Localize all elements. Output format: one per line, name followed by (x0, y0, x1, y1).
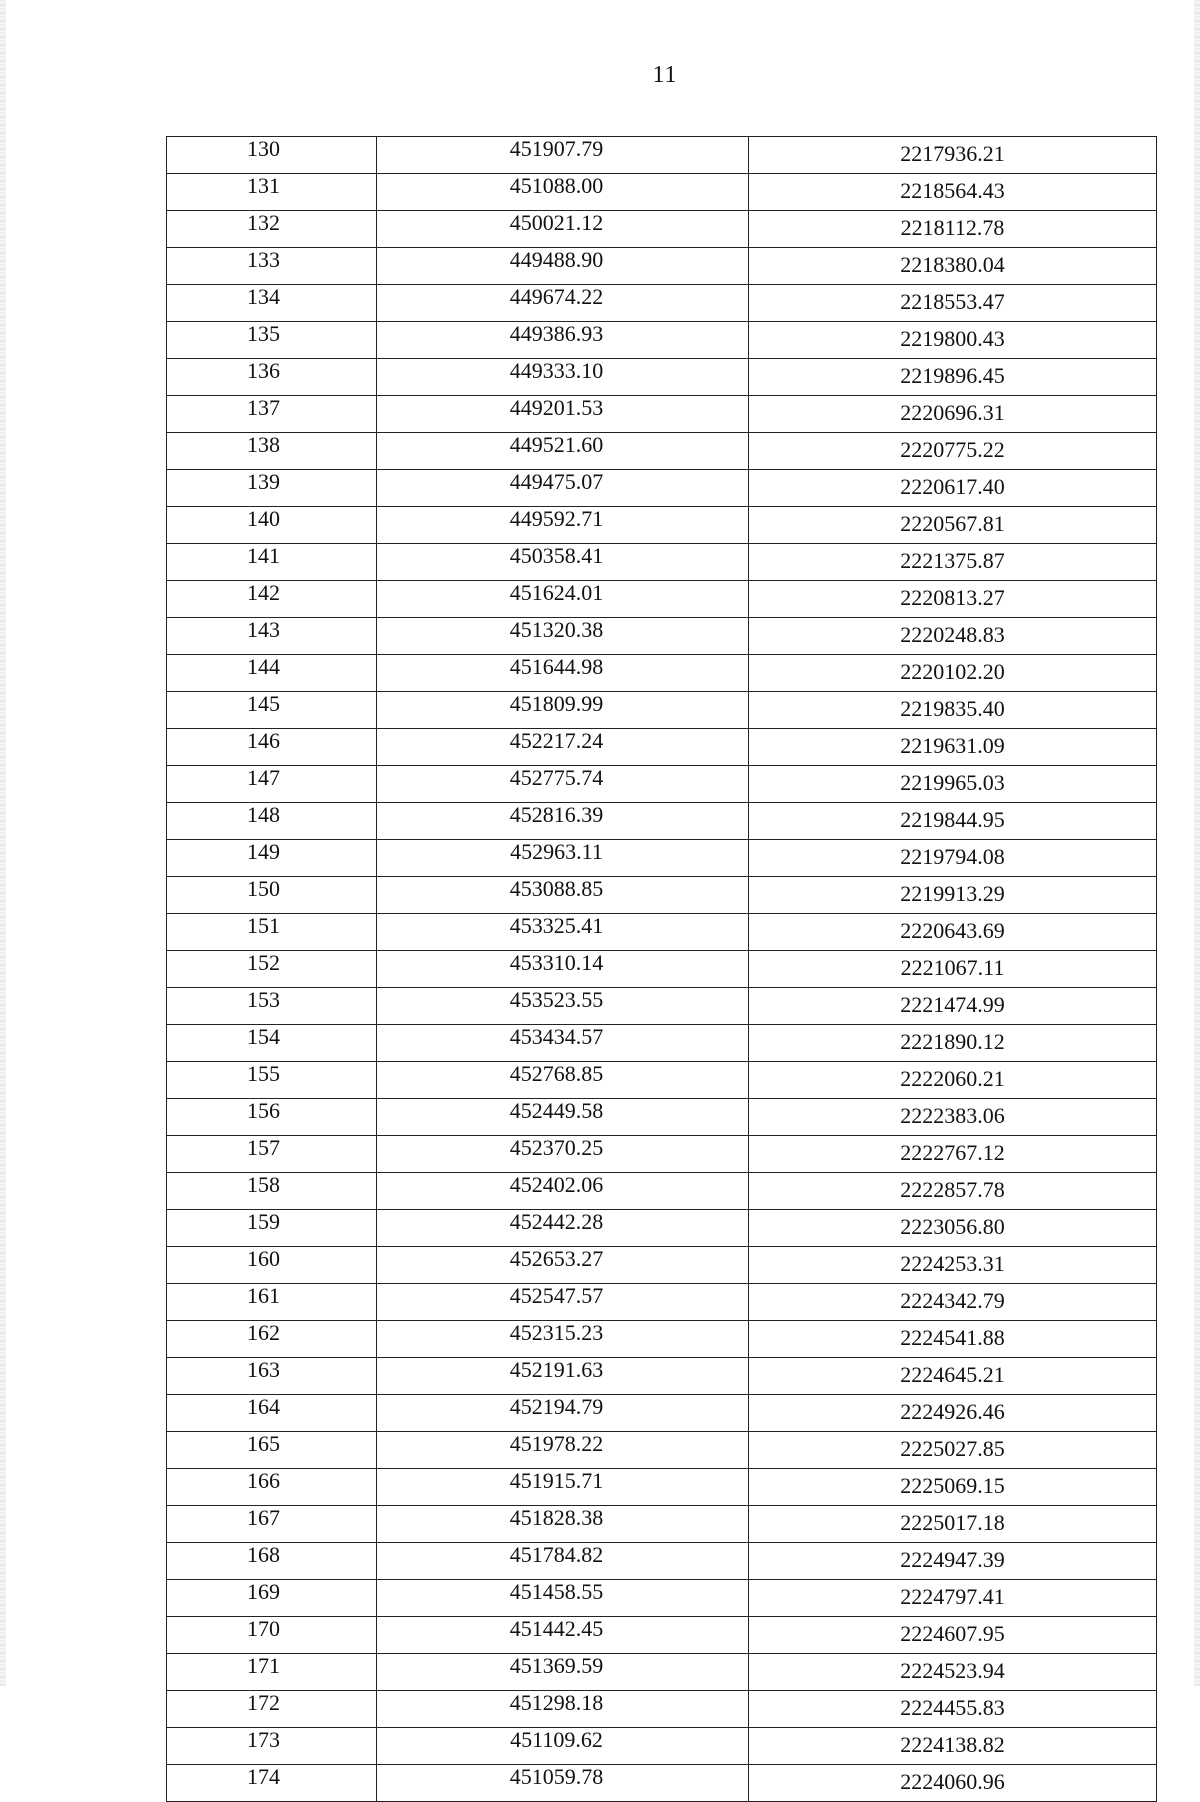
y-coordinate-cell: 2222383.06 (749, 1099, 1157, 1136)
y-coordinate-cell: 2220813.27 (749, 581, 1157, 618)
table-row (167, 951, 1157, 988)
y-coordinate-cell: 2224455.83 (749, 1691, 1157, 1728)
point-number-cell: 163 (167, 1358, 377, 1395)
table-row (167, 1506, 1157, 1543)
table-row (167, 1321, 1157, 1358)
x-coordinate-cell: 452191.63 (377, 1358, 749, 1395)
point-number-cell: 158 (167, 1173, 377, 1210)
point-number-cell: 156 (167, 1099, 377, 1136)
point-number-cell: 162 (167, 1321, 377, 1358)
x-coordinate-cell: 449592.71 (377, 507, 749, 544)
table-row (167, 914, 1157, 951)
y-coordinate-cell: 2218112.78 (749, 211, 1157, 248)
table-row (167, 248, 1157, 285)
page-number: 11 (652, 62, 678, 88)
x-coordinate-cell: 451298.18 (377, 1691, 749, 1728)
x-coordinate-cell: 449386.93 (377, 322, 749, 359)
point-number-cell: 150 (167, 877, 377, 914)
y-coordinate-cell: 2219913.29 (749, 877, 1157, 914)
table-row (167, 211, 1157, 248)
point-number-cell: 154 (167, 1025, 377, 1062)
point-number-cell: 151 (167, 914, 377, 951)
point-number-cell: 148 (167, 803, 377, 840)
x-coordinate-cell: 453088.85 (377, 877, 749, 914)
point-number-cell: 155 (167, 1062, 377, 1099)
point-number-cell: 171 (167, 1654, 377, 1691)
point-number-cell: 134 (167, 285, 377, 322)
table-row (167, 1617, 1157, 1654)
point-number-cell: 159 (167, 1210, 377, 1247)
x-coordinate-cell: 452449.58 (377, 1099, 749, 1136)
y-coordinate-cell: 2224797.41 (749, 1580, 1157, 1617)
x-coordinate-cell: 449674.22 (377, 285, 749, 322)
x-coordinate-cell: 452370.25 (377, 1136, 749, 1173)
point-number-cell: 149 (167, 840, 377, 877)
table-row (167, 1247, 1157, 1284)
x-coordinate-cell: 451369.59 (377, 1654, 749, 1691)
y-coordinate-cell: 2219844.95 (749, 803, 1157, 840)
table-row (167, 1099, 1157, 1136)
y-coordinate-cell: 2224607.95 (749, 1617, 1157, 1654)
y-coordinate-cell: 2219896.45 (749, 359, 1157, 396)
point-number-cell: 138 (167, 433, 377, 470)
y-coordinate-cell: 2224060.96 (749, 1765, 1157, 1802)
x-coordinate-cell: 453325.41 (377, 914, 749, 951)
table-row (167, 729, 1157, 766)
x-coordinate-cell: 452194.79 (377, 1395, 749, 1432)
table-row (167, 988, 1157, 1025)
point-number-cell: 168 (167, 1543, 377, 1580)
x-coordinate-cell: 451809.99 (377, 692, 749, 729)
y-coordinate-cell: 2220775.22 (749, 433, 1157, 470)
table-row (167, 507, 1157, 544)
y-coordinate-cell: 2221474.99 (749, 988, 1157, 1025)
x-coordinate-cell: 452963.11 (377, 840, 749, 877)
table-row (167, 1580, 1157, 1617)
x-coordinate-cell: 452547.57 (377, 1284, 749, 1321)
coordinate-table (166, 136, 1157, 1802)
table-row (167, 1728, 1157, 1765)
table-row (167, 1062, 1157, 1099)
y-coordinate-cell: 2222767.12 (749, 1136, 1157, 1173)
x-coordinate-cell: 452442.28 (377, 1210, 749, 1247)
point-number-cell: 140 (167, 507, 377, 544)
table-row (167, 1173, 1157, 1210)
y-coordinate-cell: 2224541.88 (749, 1321, 1157, 1358)
x-coordinate-cell: 452653.27 (377, 1247, 749, 1284)
x-coordinate-cell: 451644.98 (377, 655, 749, 692)
y-coordinate-cell: 2224342.79 (749, 1284, 1157, 1321)
table-row (167, 322, 1157, 359)
point-number-cell: 152 (167, 951, 377, 988)
x-coordinate-cell: 452217.24 (377, 729, 749, 766)
x-coordinate-cell: 451784.82 (377, 1543, 749, 1580)
point-number-cell: 147 (167, 766, 377, 803)
scan-edge-left (0, 0, 6, 1686)
x-coordinate-cell: 450021.12 (377, 211, 749, 248)
point-number-cell: 130 (167, 137, 377, 174)
point-number-cell: 131 (167, 174, 377, 211)
y-coordinate-cell: 2219631.09 (749, 729, 1157, 766)
table-row (167, 877, 1157, 914)
x-coordinate-cell: 451624.01 (377, 581, 749, 618)
point-number-cell: 165 (167, 1432, 377, 1469)
y-coordinate-cell: 2219794.08 (749, 840, 1157, 877)
y-coordinate-cell: 2220643.69 (749, 914, 1157, 951)
point-number-cell: 167 (167, 1506, 377, 1543)
y-coordinate-cell: 2219965.03 (749, 766, 1157, 803)
x-coordinate-cell: 451458.55 (377, 1580, 749, 1617)
y-coordinate-cell: 2220567.81 (749, 507, 1157, 544)
point-number-cell: 169 (167, 1580, 377, 1617)
table-row (167, 1025, 1157, 1062)
table-row (167, 1654, 1157, 1691)
y-coordinate-cell: 2221067.11 (749, 951, 1157, 988)
table-row (167, 544, 1157, 581)
y-coordinate-cell: 2219800.43 (749, 322, 1157, 359)
x-coordinate-cell: 452775.74 (377, 766, 749, 803)
x-coordinate-cell: 451907.79 (377, 137, 749, 174)
x-coordinate-cell: 452315.23 (377, 1321, 749, 1358)
y-coordinate-cell: 2218564.43 (749, 174, 1157, 211)
x-coordinate-cell: 449521.60 (377, 433, 749, 470)
y-coordinate-cell: 2224947.39 (749, 1543, 1157, 1580)
y-coordinate-cell: 2224926.46 (749, 1395, 1157, 1432)
table-row (167, 137, 1157, 174)
table-row (167, 1469, 1157, 1506)
table-row (167, 766, 1157, 803)
y-coordinate-cell: 2224253.31 (749, 1247, 1157, 1284)
table-row (167, 433, 1157, 470)
point-number-cell: 164 (167, 1395, 377, 1432)
point-number-cell: 161 (167, 1284, 377, 1321)
y-coordinate-cell: 2219835.40 (749, 692, 1157, 729)
x-coordinate-cell: 451978.22 (377, 1432, 749, 1469)
table-row (167, 618, 1157, 655)
table-row (167, 1136, 1157, 1173)
table-row (167, 1765, 1157, 1802)
y-coordinate-cell: 2218553.47 (749, 285, 1157, 322)
point-number-cell: 139 (167, 470, 377, 507)
point-number-cell: 174 (167, 1765, 377, 1802)
point-number-cell: 153 (167, 988, 377, 1025)
y-coordinate-cell: 2224523.94 (749, 1654, 1157, 1691)
y-coordinate-cell: 2220102.20 (749, 655, 1157, 692)
coordinate-table-container (166, 136, 1156, 1802)
x-coordinate-cell: 453434.57 (377, 1025, 749, 1062)
y-coordinate-cell: 2221375.87 (749, 544, 1157, 581)
y-coordinate-cell: 2225017.18 (749, 1506, 1157, 1543)
table-row (167, 655, 1157, 692)
table-row (167, 1210, 1157, 1247)
point-number-cell: 133 (167, 248, 377, 285)
table-row (167, 692, 1157, 729)
table-row (167, 581, 1157, 618)
point-number-cell: 145 (167, 692, 377, 729)
x-coordinate-cell: 453310.14 (377, 951, 749, 988)
y-coordinate-cell: 2222857.78 (749, 1173, 1157, 1210)
x-coordinate-cell: 451088.00 (377, 174, 749, 211)
table-row (167, 1284, 1157, 1321)
y-coordinate-cell: 2222060.21 (749, 1062, 1157, 1099)
y-coordinate-cell: 2218380.04 (749, 248, 1157, 285)
point-number-cell: 137 (167, 396, 377, 433)
point-number-cell: 143 (167, 618, 377, 655)
point-number-cell: 173 (167, 1728, 377, 1765)
y-coordinate-cell: 2217936.21 (749, 137, 1157, 174)
y-coordinate-cell: 2220248.83 (749, 618, 1157, 655)
table-row (167, 840, 1157, 877)
table-row (167, 1543, 1157, 1580)
table-row (167, 359, 1157, 396)
y-coordinate-cell: 2225069.15 (749, 1469, 1157, 1506)
x-coordinate-cell: 449333.10 (377, 359, 749, 396)
point-number-cell: 142 (167, 581, 377, 618)
coordinate-table-body (167, 137, 1157, 1802)
table-row (167, 1691, 1157, 1728)
point-number-cell: 141 (167, 544, 377, 581)
x-coordinate-cell: 452402.06 (377, 1173, 749, 1210)
x-coordinate-cell: 452816.39 (377, 803, 749, 840)
x-coordinate-cell: 452768.85 (377, 1062, 749, 1099)
y-coordinate-cell: 2220696.31 (749, 396, 1157, 433)
table-row (167, 174, 1157, 211)
y-coordinate-cell: 2224645.21 (749, 1358, 1157, 1395)
x-coordinate-cell: 449488.90 (377, 248, 749, 285)
y-coordinate-cell: 2225027.85 (749, 1432, 1157, 1469)
y-coordinate-cell: 2223056.80 (749, 1210, 1157, 1247)
table-row (167, 1432, 1157, 1469)
point-number-cell: 157 (167, 1136, 377, 1173)
point-number-cell: 160 (167, 1247, 377, 1284)
point-number-cell: 146 (167, 729, 377, 766)
x-coordinate-cell: 453523.55 (377, 988, 749, 1025)
point-number-cell: 135 (167, 322, 377, 359)
table-row (167, 1395, 1157, 1432)
x-coordinate-cell: 451915.71 (377, 1469, 749, 1506)
y-coordinate-cell: 2220617.40 (749, 470, 1157, 507)
point-number-cell: 170 (167, 1617, 377, 1654)
x-coordinate-cell: 449201.53 (377, 396, 749, 433)
scan-edge-right (1194, 0, 1200, 1686)
table-row (167, 470, 1157, 507)
y-coordinate-cell: 2224138.82 (749, 1728, 1157, 1765)
x-coordinate-cell: 451320.38 (377, 618, 749, 655)
point-number-cell: 144 (167, 655, 377, 692)
point-number-cell: 136 (167, 359, 377, 396)
table-row (167, 803, 1157, 840)
point-number-cell: 172 (167, 1691, 377, 1728)
x-coordinate-cell: 451059.78 (377, 1765, 749, 1802)
point-number-cell: 132 (167, 211, 377, 248)
x-coordinate-cell: 451109.62 (377, 1728, 749, 1765)
table-row (167, 285, 1157, 322)
point-number-cell: 166 (167, 1469, 377, 1506)
x-coordinate-cell: 451442.45 (377, 1617, 749, 1654)
table-row (167, 396, 1157, 433)
x-coordinate-cell: 449475.07 (377, 470, 749, 507)
x-coordinate-cell: 450358.41 (377, 544, 749, 581)
table-row (167, 1358, 1157, 1395)
y-coordinate-cell: 2221890.12 (749, 1025, 1157, 1062)
x-coordinate-cell: 451828.38 (377, 1506, 749, 1543)
